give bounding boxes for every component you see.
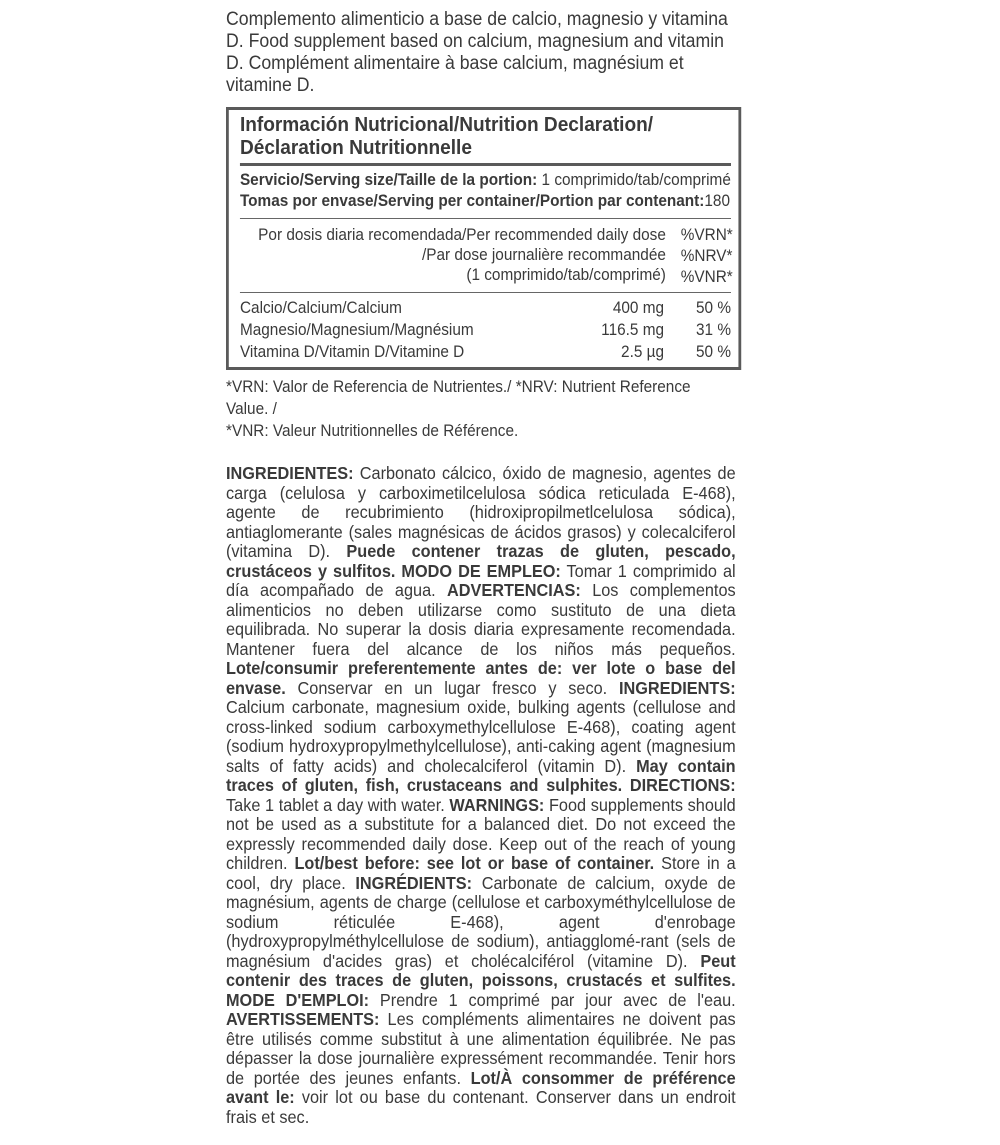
ingredients-run: Tomar 1 comprimido al día acompañado de agua. — [226, 560, 736, 600]
ingredients-heading: Lot/À consommer de préférence avant le: — [226, 1067, 736, 1107]
nutrient-amount: 2.5 µg — [621, 343, 665, 361]
ingredients-heading: May contain traces of gluten, fish, crustaceans and sulphites. DIRECTIONS: — [226, 755, 736, 795]
ingredients-heading: Puede contener trazas de gluten, pescado, crustáceos y sulfitos. MODO DE EMPLEO: — [226, 541, 736, 581]
nutrient-amount: 400 mg — [612, 299, 665, 317]
ingredients-run: Food supplements should not be used as a substitute for a balanced diet. Do not exceed the expressly recommended daily dose. Keep out of the reach of young children. — [226, 794, 736, 873]
nutrient-amount: 116.5 mg — [601, 321, 665, 339]
ingredients-heading: WARNINGS: — [449, 794, 545, 815]
nutrient-percent: 31 % — [696, 321, 731, 339]
ingredients-heading: INGRÉDIENTS: — [355, 872, 473, 893]
ingredients-text — [226, 464, 736, 1127]
ingredients-heading: Peut contenir des traces de gluten, poissons, crustacés et sulfites. MODE D'EMPLOI: — [226, 950, 736, 1010]
dose-description — [240, 225, 681, 288]
ingredients-run: Store in a cool, dry place. — [226, 853, 736, 893]
dose-line: (1 comprimido/tab/comprimé) — [466, 266, 666, 284]
nutrient-name: Magnesio/Magnesium/Magnésium — [239, 321, 474, 339]
product-description: Complemento alimenticio a base de calcio, magnesio y vitamina D. Food supplement based on calcium, magnesium and vitamin D. Complément alimentaire à base calcium, magnésium et vitamine D. — [226, 9, 728, 96]
ingredients-run: Take 1 tablet a day with water. — [226, 794, 450, 815]
nutrient-percent: 50 % — [696, 299, 731, 317]
serving-size-value: 1 comprimido/tab/comprimé — [537, 171, 731, 189]
reference-value-header — [681, 225, 731, 288]
dose-header — [240, 219, 731, 293]
servings-per-container-line — [240, 191, 731, 212]
nutrient-rows — [240, 293, 731, 367]
dose-line: Por dosis diaria recomendada/Per recommended daily dose — [258, 226, 666, 244]
nrv-header: %NRV* — [680, 247, 733, 265]
ingredients-heading: INGREDIENTES: — [226, 463, 354, 483]
nutrient-name: Calcio/Calcium/Calcium — [239, 299, 402, 317]
serving-info — [240, 166, 731, 219]
nutrient-name: Vitamina D/Vitamin D/Vitamine D — [239, 343, 465, 361]
ingredients-run: voir lot ou base du contenant. Conserver dans un endroit frais et sec. — [226, 1087, 736, 1127]
product-label — [226, 9, 736, 1145]
ingredients-heading: INGREDIENTS: — [618, 677, 736, 698]
dose-line: /Par dose journalière recommandée — [421, 246, 666, 264]
ingredients-heading: Lote/consumir preferentemente antes de: ver lote o base del envase. — [226, 658, 736, 698]
ingredients-run: Conservar en un lugar fresco y seco. — [285, 677, 619, 698]
ingredients-run: Prendre 1 comprimé par jour avec de l'eau. — [369, 989, 736, 1010]
vnr-header: %VNR* — [680, 268, 733, 286]
servings-per-container-label: Tomas por envase/Serving per container/Portion par contenant: — [239, 192, 705, 210]
serving-size-label: Servicio/Serving size/Taille de la portion: — [239, 171, 538, 189]
serving-size-line — [240, 170, 731, 191]
ingredients-run: Calcium carbonate, magnesium oxide, bulking agents (cellulose and cross-linked sodium carboxymethylcellulose E-468), coating agent (sodium hydroxypropylmethylcellulose), anti-caking agent (magnesium salts of fatty acids) and cholecalciferol (vitamin D). — [226, 697, 736, 776]
footnote-line: *VRN: Valor de Referencia de Nutrientes./ *NRV: Nutrient Reference Value. / — [226, 378, 691, 418]
nutrient-row — [240, 319, 731, 341]
nutrition-panel — [226, 107, 741, 370]
nutrient-row — [240, 341, 731, 363]
nutrient-percent: 50 % — [696, 343, 731, 361]
ingredients-heading: Lot/best before: see lot or base of container. — [294, 853, 655, 873]
servings-per-container-value: 180 — [704, 192, 730, 210]
ingredients-heading: AVERTISSEMENTS: — [226, 1009, 380, 1029]
nutrition-panel-title: Información Nutricional/Nutrition Declaration/ Déclaration Nutritionnelle — [240, 110, 731, 166]
ingredients-run: Los complementos alimenticios no deben utilizarse como sustituto de una dieta equilibrada. No superar la dosis diaria expresamente recomendada. Mantener fuera del alcance de los niños más pequeños. — [226, 580, 736, 659]
reference-footnote — [226, 376, 736, 442]
ingredients-run: Carbonate de calcium, oxyde de magnésium, agents de charge (cellulose et carboxyméthylcellulose de sodium réticulée E-468), agent d'enrobage (hydroxypropylméthylcellulose de sodium), antiagglomé-rant (sels de magnésium d'acides gras) et cholécalciférol (vitamine D). — [226, 872, 736, 971]
vrn-header: %VRN* — [680, 226, 733, 244]
footnote-line: *VNR: Valeur Nutritionnelles de Référence. — [226, 422, 519, 440]
ingredients-heading: ADVERTENCIAS: — [447, 580, 581, 600]
ingredients-run: Carbonato cálcico, óxido de magnesio, agentes de carga (celulosa y carboximetilcelulosa sódica reticulada E-468), agente de recubrimiento (hidroxipropilmetlcelulosa sódica), antiaglomerante (sales magnésicas de ácidos grasos) y colecalciferol (vitamina D). — [226, 463, 736, 561]
nutrient-row — [240, 297, 731, 319]
ingredients-run: Les compléments alimentaires ne doivent pas être utilisés comme substitut à une alimentation équilibrée. Ne pas dépasser la dose journalière expressément recommandée. Tenir hors de portée des jeunes enfants. — [226, 1009, 736, 1088]
